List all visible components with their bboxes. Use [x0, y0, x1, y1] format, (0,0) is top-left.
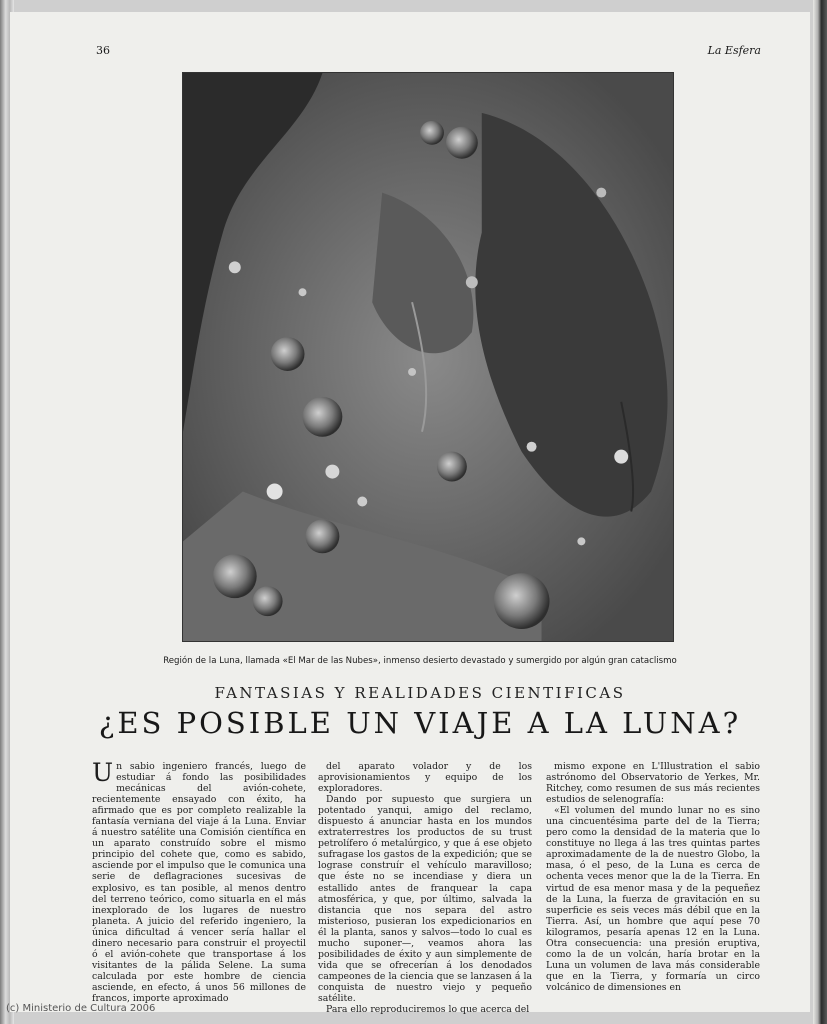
drop-cap: U: [92, 758, 114, 787]
moon-surface-image: [183, 73, 673, 641]
article-headline: ¿ES POSIBLE UN VIAJE A LA LUNA?: [98, 706, 742, 740]
article-column-2: [318, 761, 532, 1015]
paragraph: del aparato volador y de los aprovisionamientos y equipo de los exploradores.: [318, 761, 532, 795]
paragraph: [92, 758, 306, 1004]
page-number: 36: [96, 44, 110, 57]
moon-photograph: [182, 72, 674, 642]
magazine-title: La Esfera: [707, 44, 761, 57]
paragraph: Dando por supuesto que surgiera un potentado yanqui, amigo del reclamo, dispuesto á anunciar hasta en los mundos extraterrestres los productos de su trust petrolífero ó metalúrgico, y que á ese objeto sufragase los gastos de la expedición; que se lograse construír el vehículo maravilloso; que éste no se incendiase y diera un estallido antes de franquear la capa atmosférica, y que, por último, salvada la distancia que nos separa del astro misterioso, pusieran los expedicionarios en él la planta, sanos y salvos—todo lo cual es mucho suponer—, veamos ahora las posibilidades de éxito y aun simplemente de vida que se ofrecerían á los denodados campeones de la ciencia que se lanzasen á la conquista de nuestro viejo y pequeño satélite.: [318, 794, 532, 1004]
paragraph: mismo expone en L'Illustration el sabio astrónomo del Observatorio de Yerkes, Mr. Ritchey, como resumen de sus más recientes estudios de selenografía:: [546, 761, 760, 806]
paragraph: «El volumen del mundo lunar no es sino una cincuentésima parte del de la Tierra; pero como la densidad de la materia que lo constituye no llega á las tres quintas partes aproximadamente de la de nuestro Globo, la masa, ó el peso, de la Luna es cerca de ochenta veces menor que la de la Tierra. En virtud de esa menor masa y de la pequeñez de la Luna, la fuerza de gravitación en su superficie es seis veces más débil que en la Tierra. Así, un hombre que aquí pese 70 kilogramos, pesaría apenas 12 en la Luna. Otra consecuencia: una presión eruptiva, como la de un volcán, haría brotar en la Luna un volumen de lava más considerable que en la Tierra, y formaría un circo volcánico de dimensiones en: [546, 805, 760, 993]
photo-caption: Región de la Luna, llamada «El Mar de las Nubes», inmenso desierto devastado y sumergido por algún gran cataclismo: [163, 656, 677, 666]
article-kicker: FANTASIAS Y REALIDADES CIENTIFICAS: [214, 684, 626, 702]
article-column-1: [92, 758, 306, 1004]
paragraph: Para ello reproduciremos lo que acerca del: [326, 1004, 530, 1016]
article-column-3: [546, 761, 760, 993]
copyright-notice: (c) Ministerio de Cultura 2006: [6, 1003, 156, 1014]
paragraph-text: n sabio ingeniero francés, luego de estudiar á fondo las posibilidades mecánicas del avión-cohete, recientemente ensayado con éxito, ha afirmado que es por completo realizable la fantasía verniana del viaje á la Luna. Enviar á nuestro satélite una Comisión científica en un aparato construído sobre el mismo principio del cohete que, como es sabido, asciende por el impulso que le comunica una serie de deflagraciones sucesivas de explosivo, es tan posible, al menos dentro del terreno teórico, como situarla en el más inexplorado de los lugares de nuestro planeta. A juicio del referido ingeniero, la única dificultad á vencer sería hallar el dinero necesario para construir el proyectil ó el avión-cohete que transportase á los visitantes de la pálida Selene. La suma calculada por este hombre de ciencia asciende, en efecto, á unos 56 millones de francos, importe aproximado: [92, 761, 306, 1004]
right-page-edge: [813, 0, 827, 1024]
